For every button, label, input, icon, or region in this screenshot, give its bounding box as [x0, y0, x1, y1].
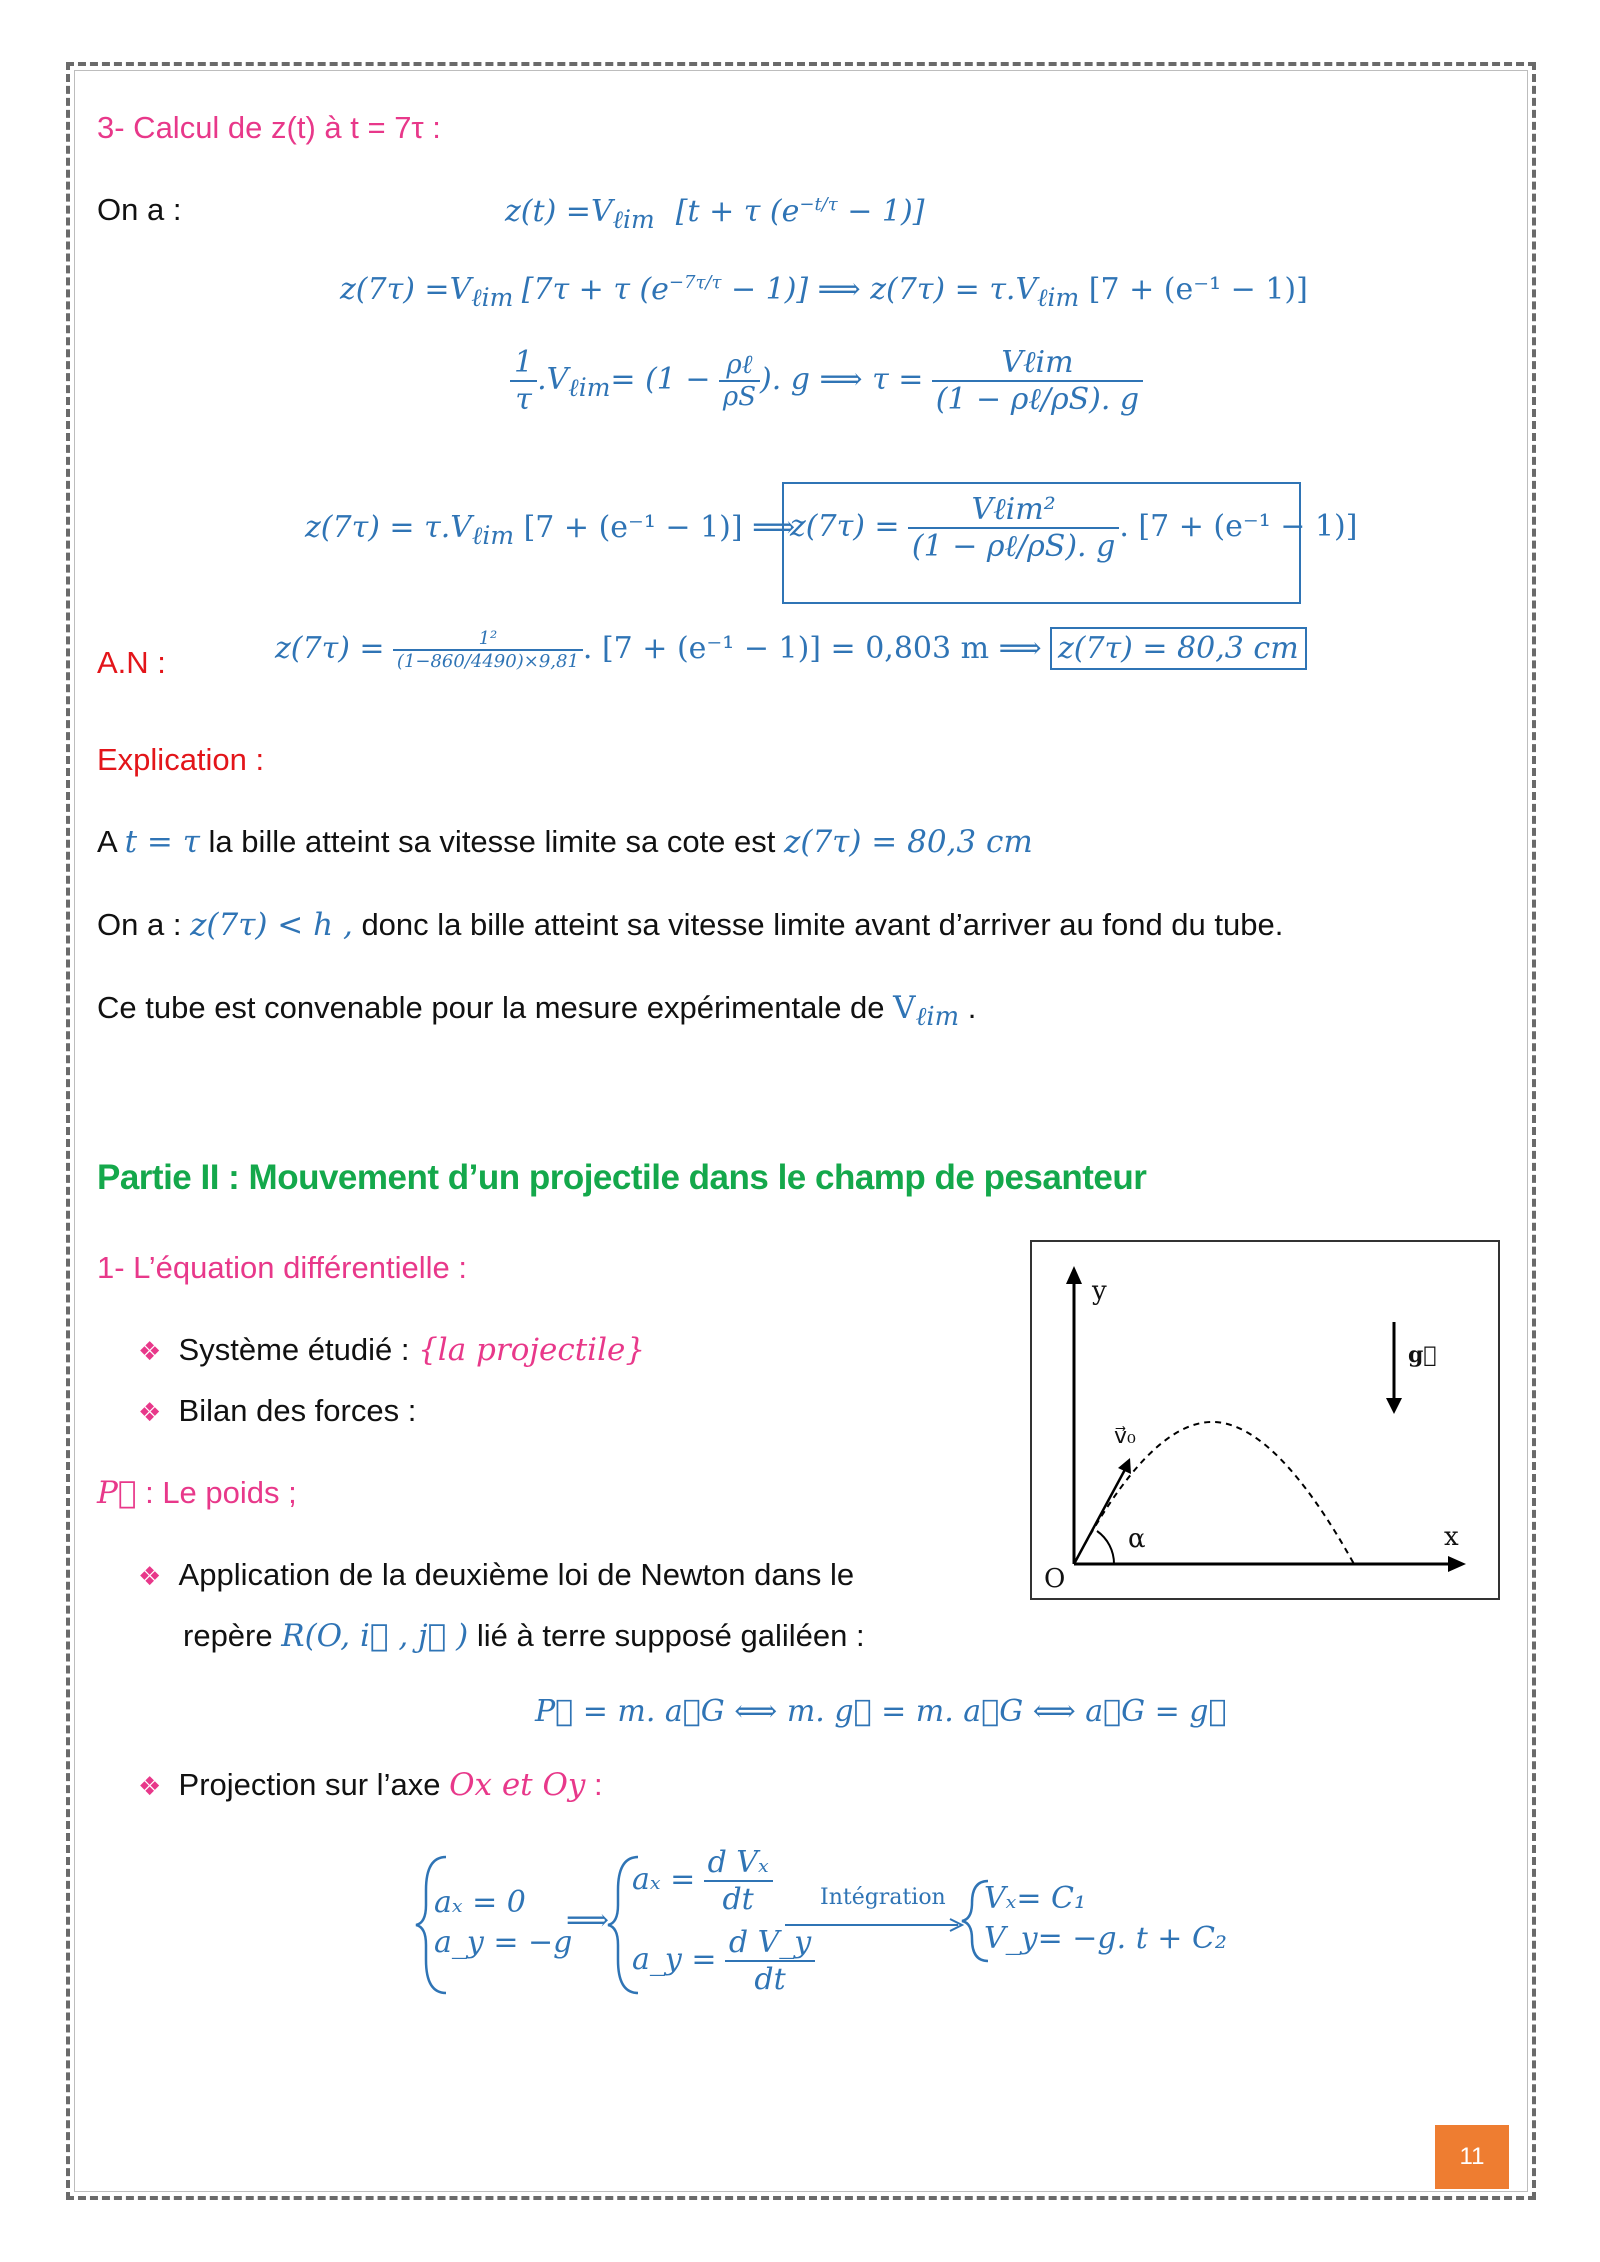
projectile-figure — [1030, 1240, 1500, 1600]
newton-law-line-1: ❖ Application de la deuxième loi de Newton dans le — [138, 1557, 855, 1592]
integration-label: Intégration — [820, 1885, 946, 1910]
system-2-line-1: aₓ = $\frac{\text{d Vₓ}}{dt}$ — [632, 1845, 773, 1917]
alpha-label: α — [1128, 1524, 1146, 1554]
system-3-line-1: Vₓ= C₁ — [984, 1881, 1086, 1916]
on-a-label: On a : — [97, 192, 182, 227]
newton-law-line-2: repère R(O, i⃗ , j⃗ ) lié à terre supposé galiléen : — [183, 1618, 865, 1654]
projection-systems — [410, 1845, 1230, 2005]
system-1-line-2: a_y = −g — [434, 1925, 573, 1960]
bullet-icon: ❖ — [138, 1561, 162, 1591]
part-2-subheading: 1- L’équation différentielle : — [97, 1250, 467, 1285]
explication-line-1: A t = τ la bille atteint sa vitesse limite sa cote est z(7τ) = 80,3 cm — [97, 824, 1033, 860]
system-1-line-1: aₓ = 0 — [434, 1885, 526, 1920]
equation-z-7tau-tau: $z(7\tau) = \tau.V_{\ell im}$ [7 + (e⁻¹ − 1)] ⟹ — [305, 510, 796, 550]
x-axis-label: x — [1444, 1522, 1459, 1552]
system-2-line-2: a_y = $\frac{\text{d V\_y}}{dt}$ — [632, 1925, 815, 1997]
weight-force: P⃗ : Le poids ; — [97, 1475, 297, 1511]
numerical-application: z(7τ) = $\frac{\text{1²}}{(1-860/4490)\times 9,81}$ . [7 + (e⁻¹ − 1)] = 0,803 m ⟹ z(7τ) = 80,3 cm — [275, 628, 1307, 672]
origin-label: O — [1044, 1564, 1066, 1594]
bullet-icon: ❖ — [138, 1771, 162, 1801]
boxed-numerical-result: z(7τ) = 80,3 cm — [1050, 627, 1307, 670]
newton-equation: P⃗ = m. a⃗G ⟺ m. g⃗ = m. a⃗G ⟺ a⃗G = g⃗ — [535, 1694, 1227, 1729]
section-3-heading: 3- Calcul de z(t) à t = 7τ : — [97, 110, 441, 145]
page-number: 11 — [1435, 2125, 1509, 2189]
equation-z-t: $z(t) =V_{\ell im}$ [t + τ $(e^{-t/\tau} - 1)$] — [505, 194, 925, 234]
system-studied: ❖ Système étudié : {la projectile} — [138, 1332, 646, 1368]
system-3-line-2: V_y= −g. t + C₂ — [984, 1921, 1227, 1956]
explication-line-3: Ce tube est convenable pour la mesure expérimentale de $V_{\ell im}$ . — [97, 990, 977, 1033]
part-2-title: Partie II : Mouvement d’un projectile dans le champ de pesanteur — [97, 1158, 1147, 1197]
bullet-icon: ❖ — [138, 1336, 162, 1366]
forces-assessment: ❖ Bilan des forces : — [138, 1393, 417, 1428]
equation-tau: $\frac{1}{\tau}$ $.V_{\ell im}= (1$ − $\frac{\text{ρℓ}}{\rho S}$ ). g ⟹ τ = $\frac{\text{Vℓim}}{\text{(1 − ρℓ/ρS). g}}$ — [510, 345, 1143, 417]
implies-arrow: ⟹ — [566, 1903, 610, 1938]
boxed-formula-content: z(7τ) = $\frac{\text{Vℓim²}}{\text{(1 − ρℓ/ρS). g}}$ . [7 + (e⁻¹ − 1)] — [790, 492, 1358, 564]
v0-label: v⃗₀ — [1114, 1424, 1136, 1449]
explication-label: Explication : — [97, 742, 265, 777]
bullet-icon: ❖ — [138, 1397, 162, 1427]
equation-z-7tau: $z(7\tau) =V_{\ell im}$ [7τ + τ $(e^{-7\tau/\tau} - 1)$] ⟹ $z(7\tau) = \tau.V_{\ell im}$ [7 + (e⁻¹ − 1)] — [340, 272, 1308, 312]
g-label: g⃗ — [1408, 1342, 1437, 1368]
an-label: A.N : — [97, 645, 166, 680]
projection-label: ❖ Projection sur l’axe Ox et Oy : — [138, 1767, 603, 1803]
y-axis-label: y — [1092, 1276, 1107, 1306]
explication-line-2: On a : z(7τ) < h , donc la bille atteint sa vitesse limite avant d’arriver au fond du tube. — [97, 907, 1284, 943]
